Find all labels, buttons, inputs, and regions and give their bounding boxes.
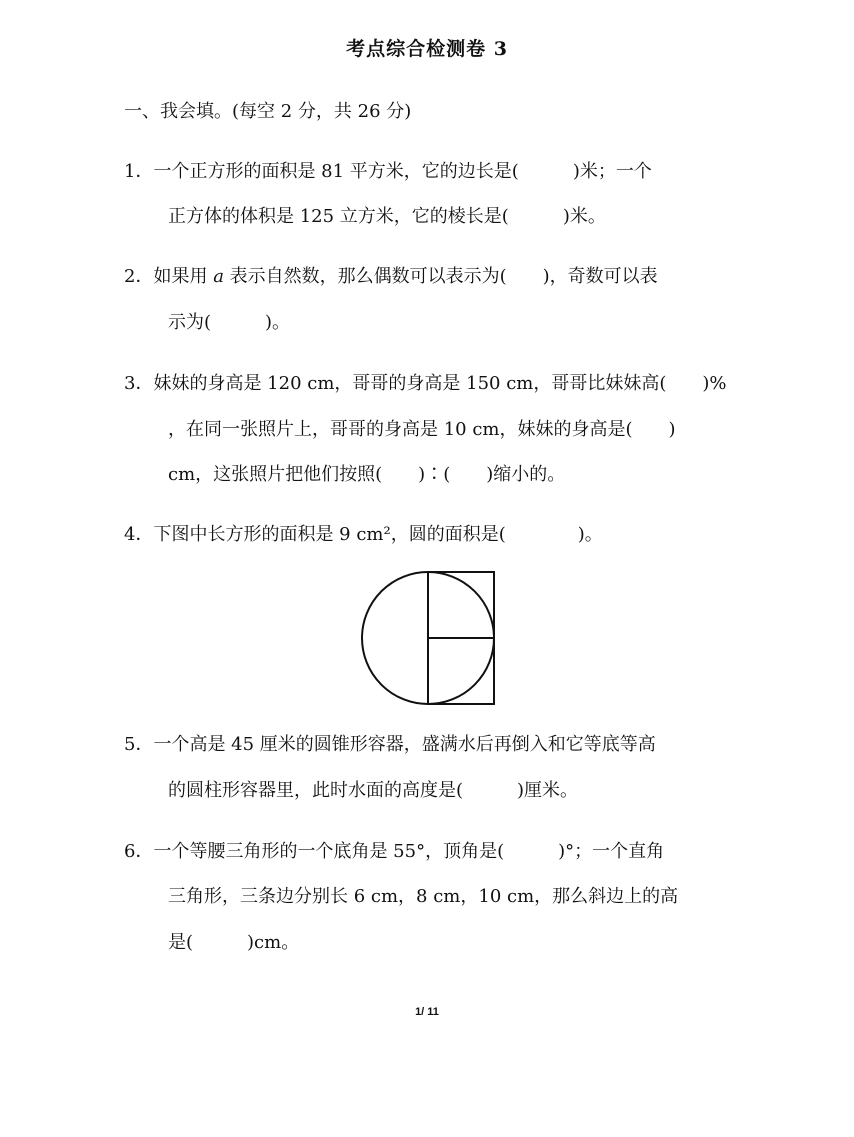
page-title: 考点综合检测卷 3 bbox=[346, 38, 508, 60]
question-2-prefix: 2．如果用 bbox=[124, 266, 214, 287]
circle-rectangle-diagram bbox=[360, 570, 500, 714]
question-4-line-1: 4．下图中长方形的面积是 9 cm²，圆的面积是( )。 bbox=[124, 524, 603, 545]
question-1-line-2: 正方体的体积是 125 立方米，它的棱长是( )米。 bbox=[168, 206, 606, 227]
geometry-figure bbox=[360, 570, 500, 710]
question-6-line-2: 三角形，三条边分别长 6 cm，8 cm，10 cm，那么斜边上的高 bbox=[168, 886, 679, 907]
question-2-line-1 bbox=[124, 265, 658, 289]
question-6-line-1: 6．一个等腰三角形的一个底角是 55°，顶角是( )°；一个直角 bbox=[124, 841, 665, 862]
question-2-line-2: 示为( )。 bbox=[168, 312, 291, 333]
question-3-line-2: ，在同一张照片上，哥哥的身高是 10 cm，妹妹的身高是( ) bbox=[168, 419, 676, 440]
question-6-line-3: 是( )cm。 bbox=[168, 932, 300, 953]
page-number: 1/ 11 bbox=[415, 1006, 439, 1018]
question-5-line-1: 5．一个高是 45 厘米的圆锥形容器，盛满水后再倒入和它等底等高 bbox=[124, 734, 656, 755]
question-3-line-3: cm，这张照片把他们按照( )∶( )缩小的。 bbox=[168, 464, 566, 485]
question-3-line-1: 3．妹妹的身高是 120 cm，哥哥的身高是 150 cm，哥哥比妹妹高( )% bbox=[124, 373, 727, 394]
question-5-line-2: 的圆柱形容器里，此时水面的高度是( )厘米。 bbox=[168, 780, 579, 801]
variable-a: a bbox=[213, 266, 224, 287]
question-1-line-1: 1．一个正方形的面积是 81 平方米，它的边长是( )米；一个 bbox=[124, 161, 652, 182]
question-2-suffix: 表示自然数，那么偶数可以表示为( )，奇数可以表 bbox=[223, 266, 658, 287]
section-header: 一、我会填。(每空 2 分，共 26 分) bbox=[124, 101, 412, 122]
